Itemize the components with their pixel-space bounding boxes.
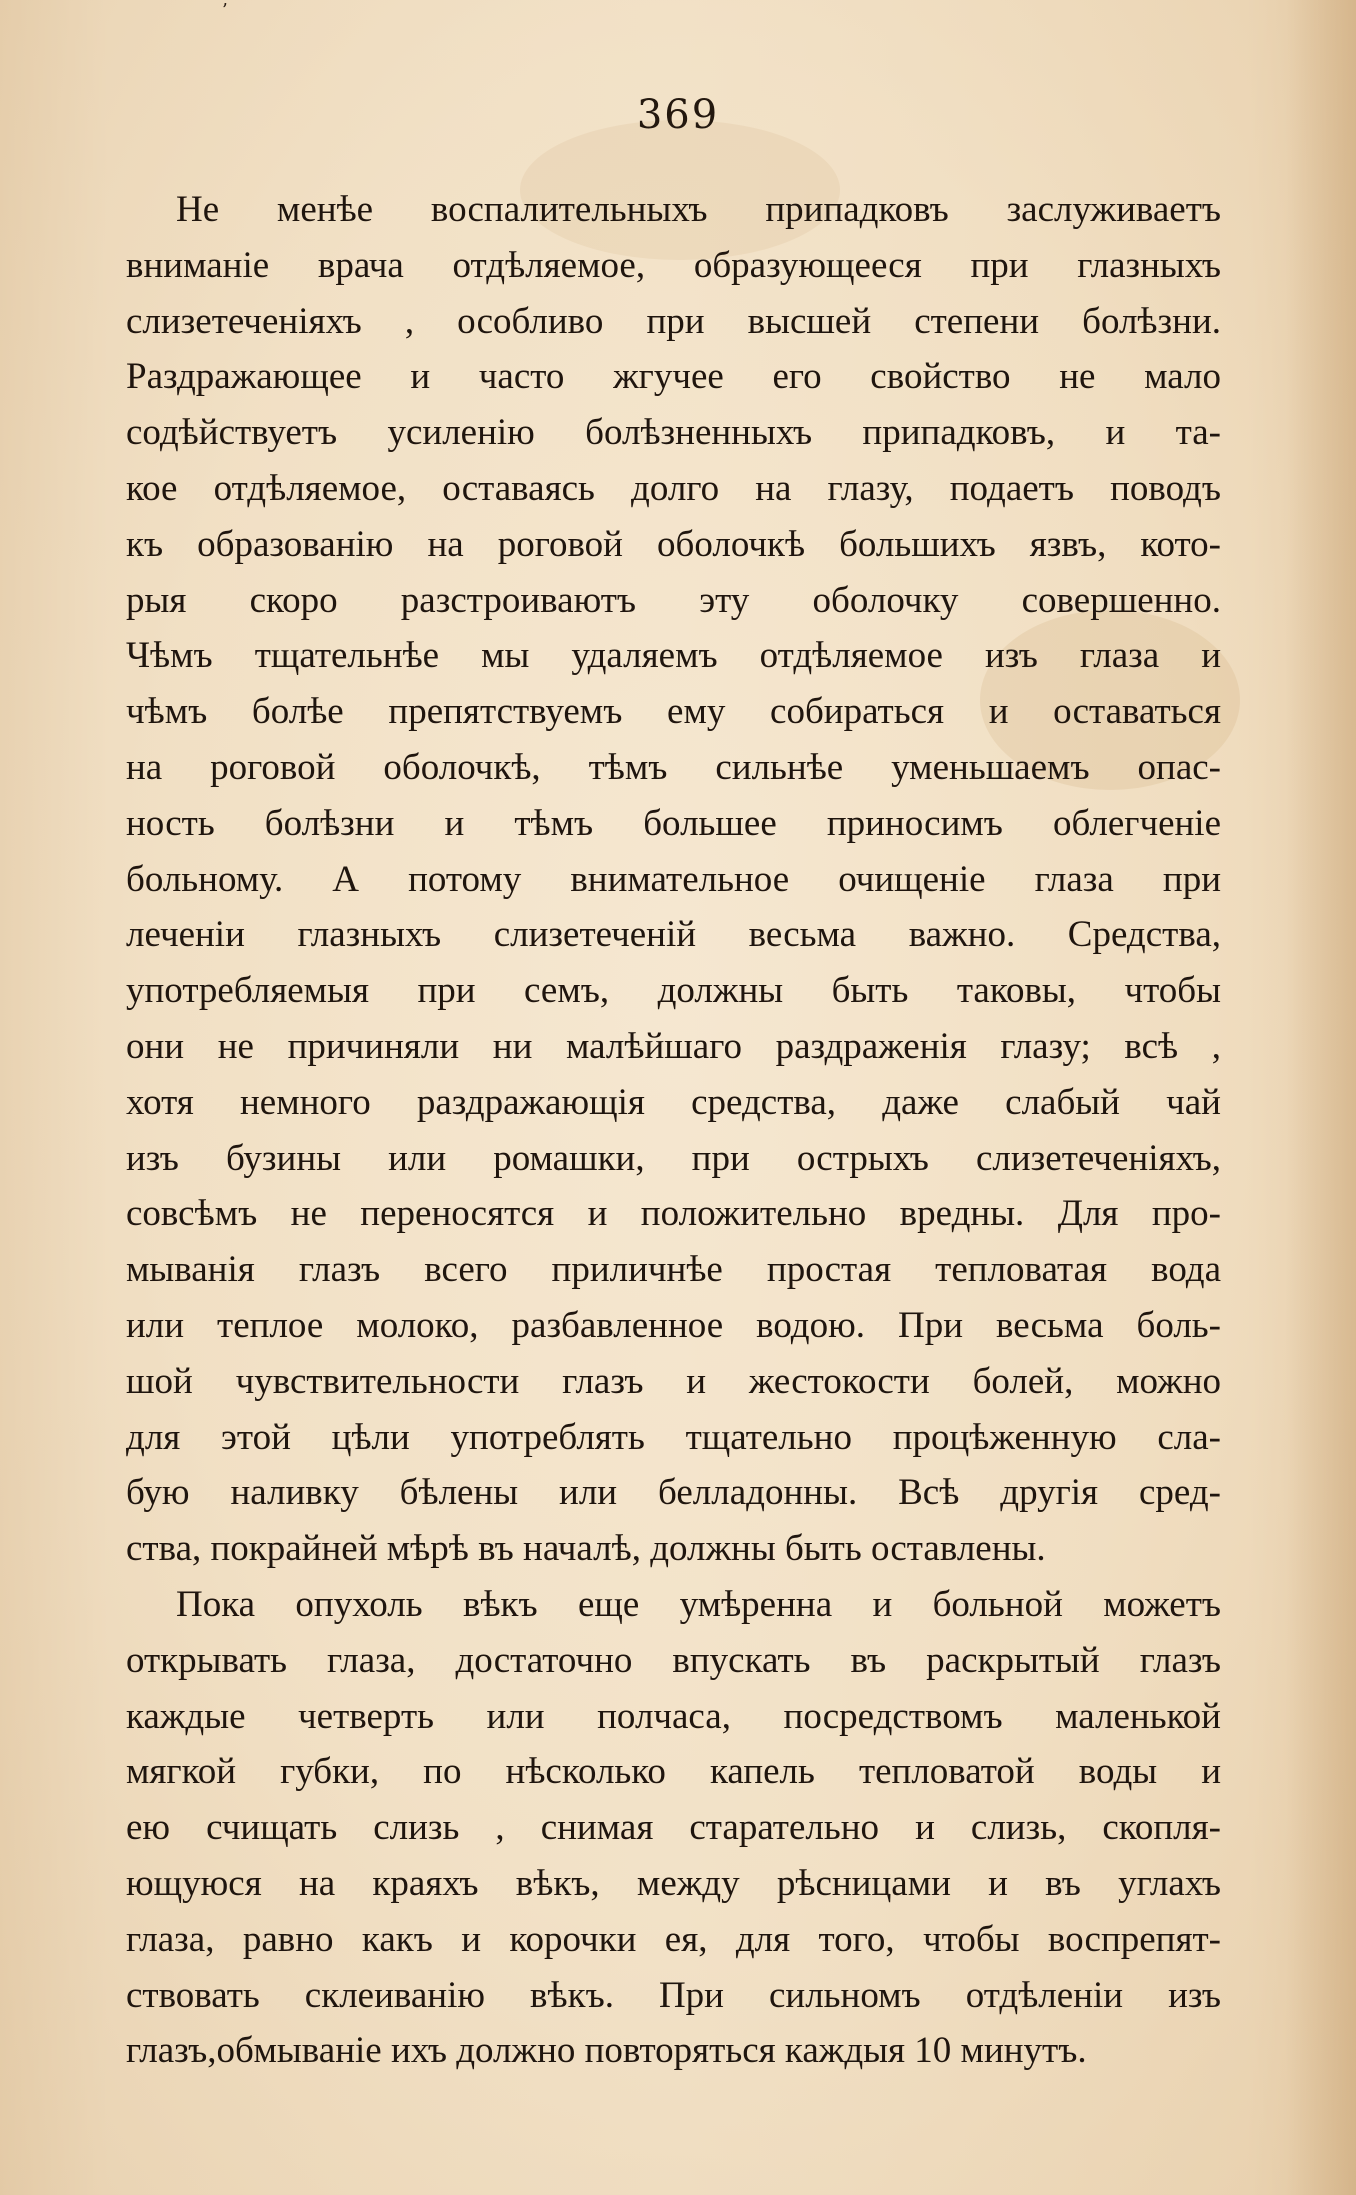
- text-line: ею счищать слизь , снимая старательно и слизь, скопля-: [126, 1807, 1221, 1849]
- text-line: глаза, равно какъ и корочки ея, для того, чтобы воспрепят-: [126, 1918, 1221, 1960]
- text-line: или теплое молоко, разбавленное водою. При весьма боль-: [126, 1304, 1221, 1346]
- body-text: [126, 182, 1221, 2079]
- text-line: бую наливку бѣлены или белладонны. Всѣ другія сред-: [126, 1472, 1221, 1514]
- text-line: для этой цѣли употреблять тщательно процѣженную сла-: [126, 1416, 1221, 1458]
- page-number: 369: [636, 92, 720, 138]
- text-line: употребляемыя при семъ, должны быть таковы, чтобы: [126, 970, 1221, 1012]
- text-line: глазъ,обмываніе ихъ должно повторяться каждыя 10 минутъ.: [126, 2030, 1087, 2072]
- text-line: содѣйствуетъ усиленію болѣзненныхъ припадковъ, и та-: [126, 412, 1221, 454]
- text-line: чѣмъ болѣе препятствуемъ ему собираться и оставаться: [126, 691, 1221, 733]
- text-line: ность болѣзни и тѣмъ большее приносимъ облегченіе: [126, 802, 1221, 844]
- text-line: кое отдѣляемое, оставаясь долго на глазу, подаетъ поводъ: [126, 467, 1221, 509]
- text-line: мягкой губки, по нѣсколько капель тепловатой воды и: [126, 1751, 1221, 1793]
- text-line: рыя скоро разстроиваютъ эту оболочку совершенно.: [126, 579, 1221, 621]
- text-line: на роговой оболочкѣ, тѣмъ сильнѣе уменьшаемъ опас-: [126, 746, 1221, 788]
- text-line: къ образованію на роговой оболочкѣ большихъ язвъ, кото-: [126, 523, 1221, 565]
- text-line: вниманіе врача отдѣляемое, образующееся при глазныхъ: [126, 244, 1221, 286]
- text-line: Пока опухоль вѣкъ еще умѣренна и больной можетъ: [176, 1583, 1221, 1625]
- text-line: больному. А потому внимательное очищеніе глаза при: [126, 858, 1221, 900]
- text-line: мыванія глазъ всего приличнѣе простая тепловатая вода: [126, 1249, 1221, 1291]
- text-line: ющуюся на краяхъ вѣкъ, между рѣсницами и въ углахъ: [126, 1862, 1221, 1904]
- text-line: каждые четверть или полчаса, посредствомъ маленькой: [126, 1695, 1221, 1737]
- text-line: слизетеченіяхъ , особливо при высшей степени болѣзни.: [126, 300, 1221, 342]
- page-edge-shadow: [1286, 0, 1356, 2195]
- text-line: Чѣмъ тщательнѣе мы удаляемъ отдѣляемое изъ глаза и: [126, 635, 1221, 677]
- text-line: хотя немного раздражающія средства, даже слабый чай: [126, 1081, 1221, 1123]
- text-line: ства, покрайней мѣрѣ въ началѣ, должны быть оставлены.: [126, 1528, 1046, 1570]
- text-line: шой чувствительности глазъ и жестокости болей, можно: [126, 1360, 1221, 1402]
- text-line: совсѣмъ не переносятся и положительно вредны. Для про-: [126, 1193, 1221, 1235]
- text-line: леченіи глазныхъ слизетеченій весьма важно. Средства,: [126, 914, 1221, 956]
- text-line: изъ бузины или ромашки, при острыхъ слизетеченіяхъ,: [126, 1137, 1221, 1179]
- text-line: открывать глаза, достаточно впускать въ раскрытый глазъ: [126, 1639, 1221, 1681]
- text-line: они не причиняли ни малѣйшаго раздраженія глазу; всѣ ,: [126, 1025, 1221, 1067]
- text-line: Не менѣе воспалительныхъ припадковъ заслуживаетъ: [176, 189, 1221, 230]
- text-line: Раздражающее и часто жгучее его свойство не мало: [126, 356, 1221, 398]
- top-mark: ’: [222, 0, 228, 21]
- text-line: ствовать склеиванію вѣкъ. При сильномъ отдѣленіи изъ: [126, 1974, 1221, 2016]
